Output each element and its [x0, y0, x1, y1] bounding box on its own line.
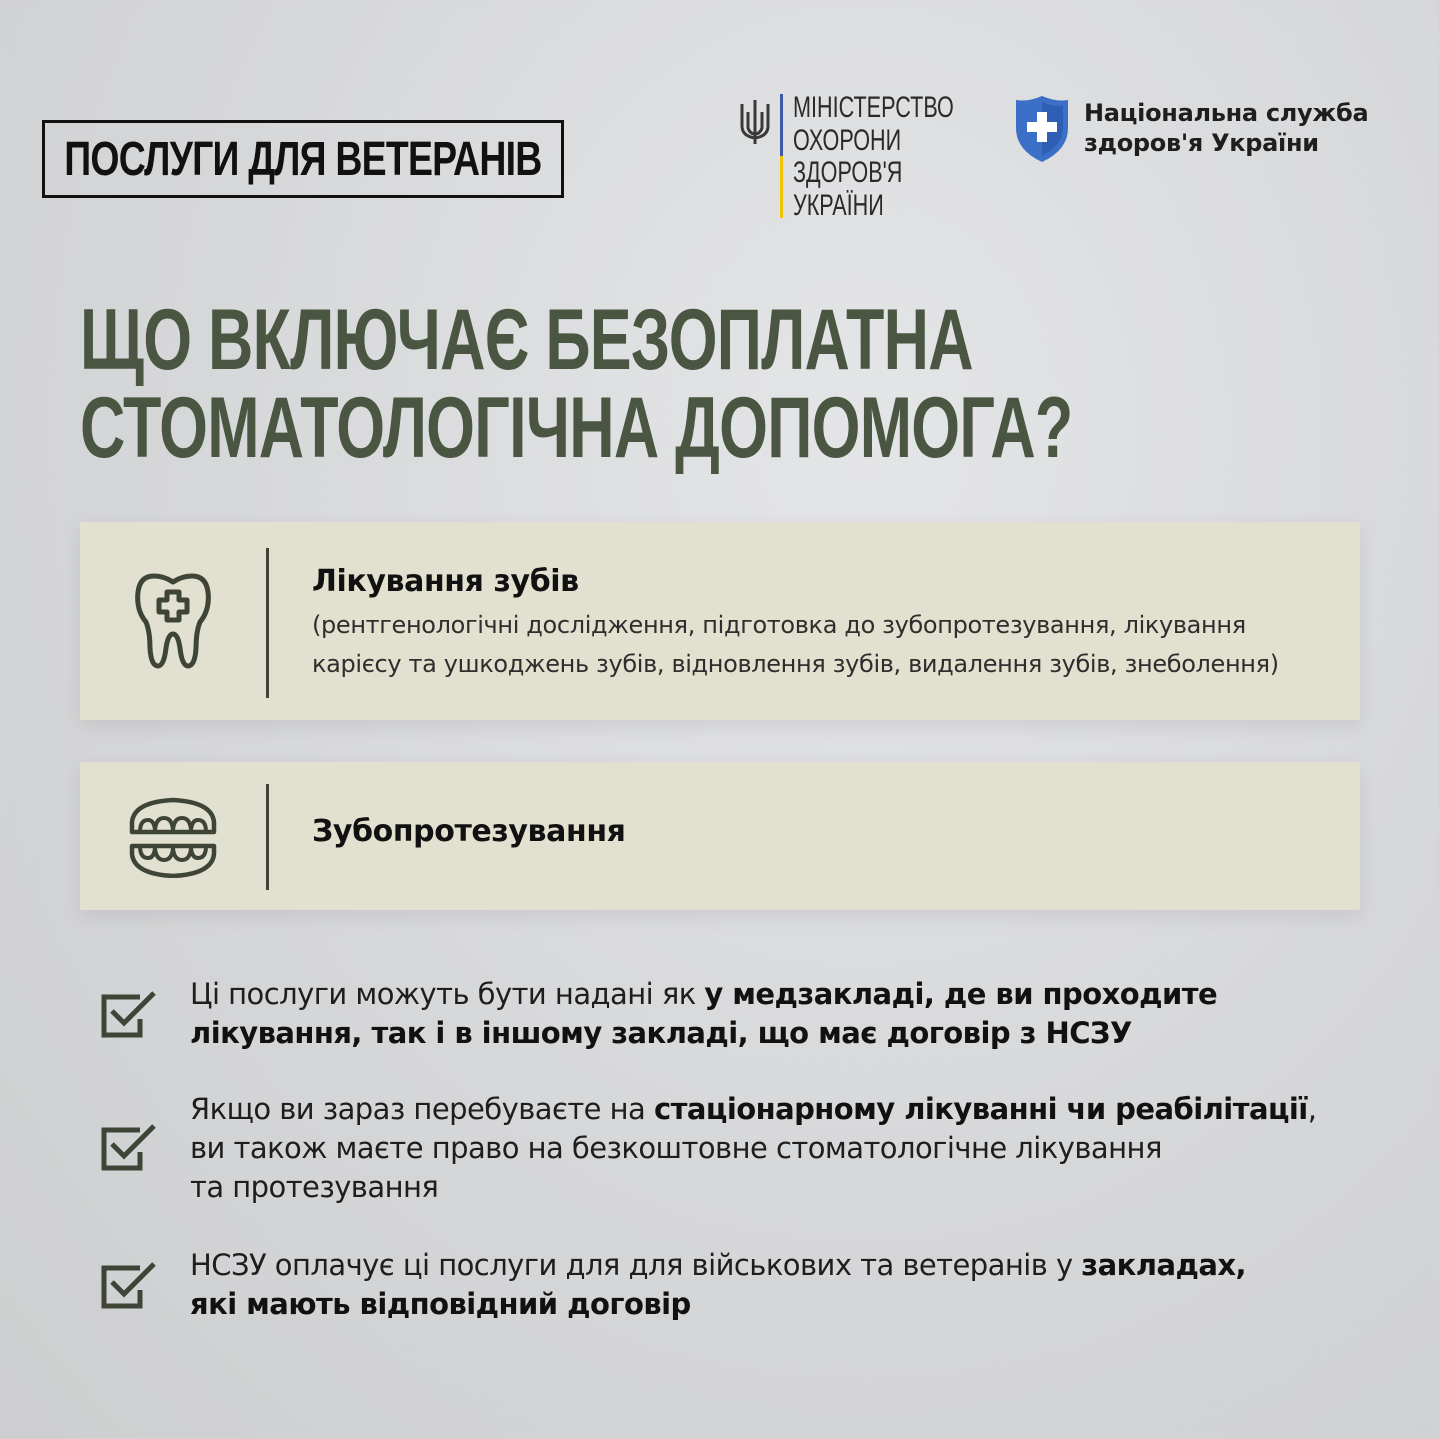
tooth-icon — [134, 572, 212, 670]
note-text: та протезування — [190, 1170, 439, 1204]
note-text: ви також маєте право на безкоштовне стоматологічне лікування — [190, 1131, 1162, 1165]
nhsu-logo — [1014, 94, 1368, 164]
note-text: , — [1307, 1092, 1317, 1126]
card-divider — [266, 548, 269, 698]
note-text-bold: стаціонарному лікуванні чи реабілітації — [653, 1092, 1308, 1126]
service-title: Лікування зубів — [312, 564, 579, 599]
service-description — [312, 606, 1279, 684]
service-description-line-2: карієсу та ушкоджень зубів, відновлення зубів, видалення зубів, знеболення) — [312, 650, 1279, 678]
ministry-line-4: УКРАЇНИ — [793, 188, 884, 222]
category-tag — [42, 120, 564, 198]
nhsu-shield-icon — [1014, 94, 1070, 164]
service-description-line-1: (рентгенологічні дослідження, підготовка до зубопротезування, лікування — [312, 611, 1246, 639]
note-item — [100, 1246, 1246, 1324]
checkbox-icon — [100, 1122, 158, 1172]
checkbox-icon — [100, 989, 158, 1039]
note-item — [100, 1090, 1316, 1207]
ministry-line-1: МІНІСТЕРСТВО — [793, 91, 954, 124]
note-item — [100, 975, 1217, 1053]
ministry-flag-bar — [780, 94, 783, 218]
trident-icon — [738, 98, 772, 146]
service-card-prosthetics — [80, 762, 1360, 910]
note-text-bold: закладах, — [1081, 1248, 1246, 1282]
service-card-treatment — [80, 522, 1360, 720]
note-text-bold: які мають відповідний договір — [190, 1287, 691, 1321]
nhsu-line-2: здоров'я України — [1084, 129, 1319, 157]
note-text: НСЗУ оплачує ці послуги для для військових та ветеранів у — [190, 1248, 1082, 1282]
page-title-line-1: ЩО ВКЛЮЧАЄ БЕЗОПЛАТНА — [80, 292, 973, 388]
note-text: Якщо ви зараз перебуваєте на — [190, 1092, 654, 1126]
page-title-line-2: СТОМАТОЛОГІЧНА ДОПОМОГА? — [80, 380, 1073, 476]
ministry-logo — [738, 92, 1016, 222]
note-text-bold: у медзакладі, де ви проходите — [704, 977, 1218, 1011]
nhsu-line-1: Національна служба — [1084, 99, 1369, 127]
page-title — [80, 292, 1439, 476]
dentures-icon — [128, 796, 218, 878]
service-title: Зубопротезування — [312, 814, 626, 849]
ministry-line-2: ОХОРОНИ — [793, 123, 902, 157]
checkbox-icon — [100, 1260, 158, 1310]
note-text: Ці послуги можуть бути надані як — [190, 977, 705, 1011]
note-text-bold: лікування, так і в іншому закладі, що має договір з НСЗУ — [190, 1016, 1132, 1050]
card-divider — [266, 784, 269, 890]
ministry-line-3: ЗДОРОВ'Я — [793, 156, 903, 189]
category-tag-label: ПОСЛУГИ ДЛЯ ВЕТЕРАНІВ — [64, 132, 542, 186]
